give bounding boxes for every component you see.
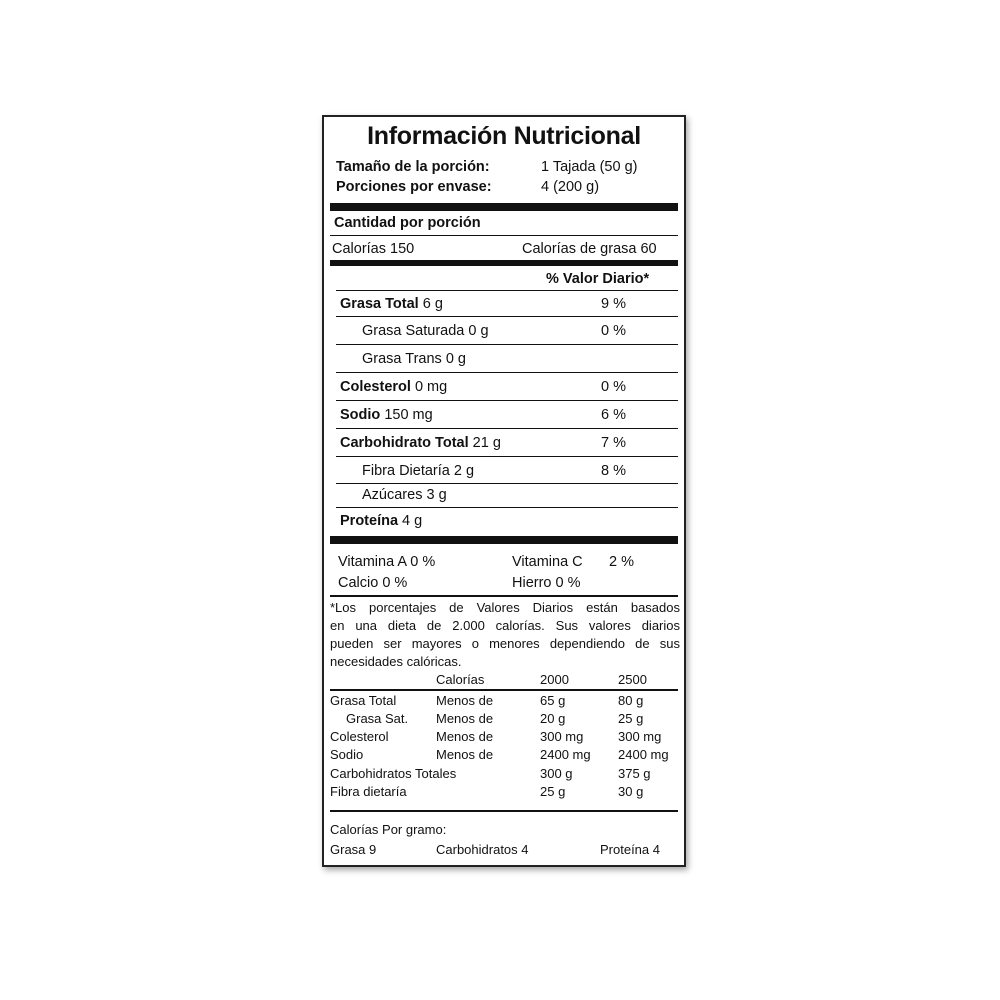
divider: [330, 689, 678, 691]
nutrient-dv: 9 %: [601, 296, 626, 312]
nutrient-row-colesterol: Colesterol 0 mg: [340, 379, 448, 395]
dv-table-row-2500: 30 g: [618, 784, 644, 799]
divider: [336, 400, 678, 401]
dv-table-header-2500: 2500: [618, 672, 647, 687]
dv-table-row-label: Grasa Total: [330, 693, 397, 708]
serving-size-value: 1 Tajada (50 g): [541, 159, 638, 175]
nutrient-row-grasa-total: Grasa Total 6 g: [340, 296, 443, 312]
calories-per-gram-label: Calorías Por gramo:: [330, 822, 447, 837]
divider: [330, 810, 678, 812]
divider: [336, 483, 678, 484]
servings-per-container-value: 4 (200 g): [541, 179, 600, 195]
dv-table-row-qualifier: Menos de: [436, 711, 494, 726]
dv-table-row-2500: 80 g: [618, 693, 644, 708]
nutrient-dv: 0 %: [601, 379, 626, 395]
divider: [330, 235, 678, 236]
dv-table-row-qualifier: Menos de: [436, 693, 494, 708]
dv-table-row-label: Fibra dietaría: [330, 784, 407, 799]
calcio: Calcio 0 %: [338, 575, 408, 591]
dv-table-row-2000: 300 g: [540, 766, 573, 781]
vitamin-a: Vitamina A 0 %: [338, 554, 436, 570]
footnote-line: necesidades calóricas.: [330, 654, 462, 669]
calories-from-fat: Calorías de grasa 60: [522, 241, 657, 257]
hierro: Hierro 0 %: [512, 575, 581, 591]
divider: [336, 316, 678, 317]
thick-divider: [330, 536, 678, 544]
dv-table-header-calorias: Calorías: [436, 672, 485, 687]
dv-table-header-2000: 2000: [540, 672, 569, 687]
divider: [330, 595, 678, 597]
dv-table-row-qualifier: Menos de: [436, 747, 494, 762]
dv-table-row-2000: 25 g: [540, 784, 566, 799]
thick-divider: [330, 260, 678, 266]
calories-per-gram-protein: Proteína 4: [600, 842, 660, 857]
divider: [336, 456, 678, 457]
label-title: Información Nutricional: [367, 122, 641, 150]
footnote-line: pueden ser mayores o menores dependiendo de sus: [330, 636, 680, 651]
dv-table-row-2500: 2400 mg: [618, 747, 669, 762]
nutrient-dv: 6 %: [601, 407, 626, 423]
dv-table-row-2000: 300 mg: [540, 729, 584, 744]
nutrient-dv: 7 %: [601, 435, 626, 451]
nutrient-row-grasa-trans: Grasa Trans 0 g: [362, 351, 466, 367]
serving-size-label: Tamaño de la porción:: [336, 159, 490, 175]
nutrition-facts-label: [322, 115, 686, 867]
dv-table-row-2500: 300 mg: [618, 729, 662, 744]
divider: [336, 344, 678, 345]
calories: Calorías 150: [332, 241, 415, 257]
daily-value-header: % Valor Diario*: [546, 271, 650, 287]
calories-per-gram-carbs: Carbohidratos 4: [436, 842, 529, 857]
divider: [336, 507, 678, 508]
nutrient-dv: 8 %: [601, 463, 626, 479]
amount-per-serving: Cantidad por porción: [334, 215, 481, 231]
dv-table-row-label: Grasa Sat.: [346, 711, 409, 726]
dv-table-row-2000: 2400 mg: [540, 747, 591, 762]
dv-table-row-label: Carbohidratos Totales: [330, 766, 457, 781]
dv-table-row-label: Colesterol: [330, 729, 389, 744]
nutrient-row-proteina: Proteína 4 g: [340, 513, 423, 529]
nutrient-row-sodio: Sodio 150 mg: [340, 407, 433, 423]
footnote-line: en una dieta de 2.000 calorías. Sus valores diarios: [330, 618, 680, 633]
footnote-line: *Los porcentajes de Valores Diarios están basados: [330, 600, 680, 615]
dv-table-row-2000: 65 g: [540, 693, 566, 708]
dv-table-row-2500: 25 g: [618, 711, 644, 726]
vitamin-c-value: 2 %: [609, 554, 634, 570]
thick-divider: [330, 203, 678, 211]
dv-table-row-2500: 375 g: [618, 766, 651, 781]
dv-table-row-2000: 20 g: [540, 711, 566, 726]
nutrient-dv: 0 %: [601, 323, 626, 339]
nutrient-row-azucares: Azúcares 3 g: [362, 487, 447, 503]
divider: [336, 428, 678, 429]
calories-per-gram-fat: Grasa 9: [330, 842, 377, 857]
servings-per-container-label: Porciones por envase:: [336, 179, 492, 195]
nutrient-row-fibra: Fibra Dietaría 2 g: [362, 463, 475, 479]
divider: [336, 372, 678, 373]
nutrient-row-grasa-saturada: Grasa Saturada 0 g: [362, 323, 489, 339]
divider: [336, 290, 678, 291]
vitamin-c: Vitamina C: [512, 554, 583, 570]
nutrient-row-carbohidrato-total: Carbohidrato Total 21 g: [340, 435, 501, 451]
dv-table-row-label: Sodio: [330, 747, 364, 762]
dv-table-row-qualifier: Menos de: [436, 729, 494, 744]
